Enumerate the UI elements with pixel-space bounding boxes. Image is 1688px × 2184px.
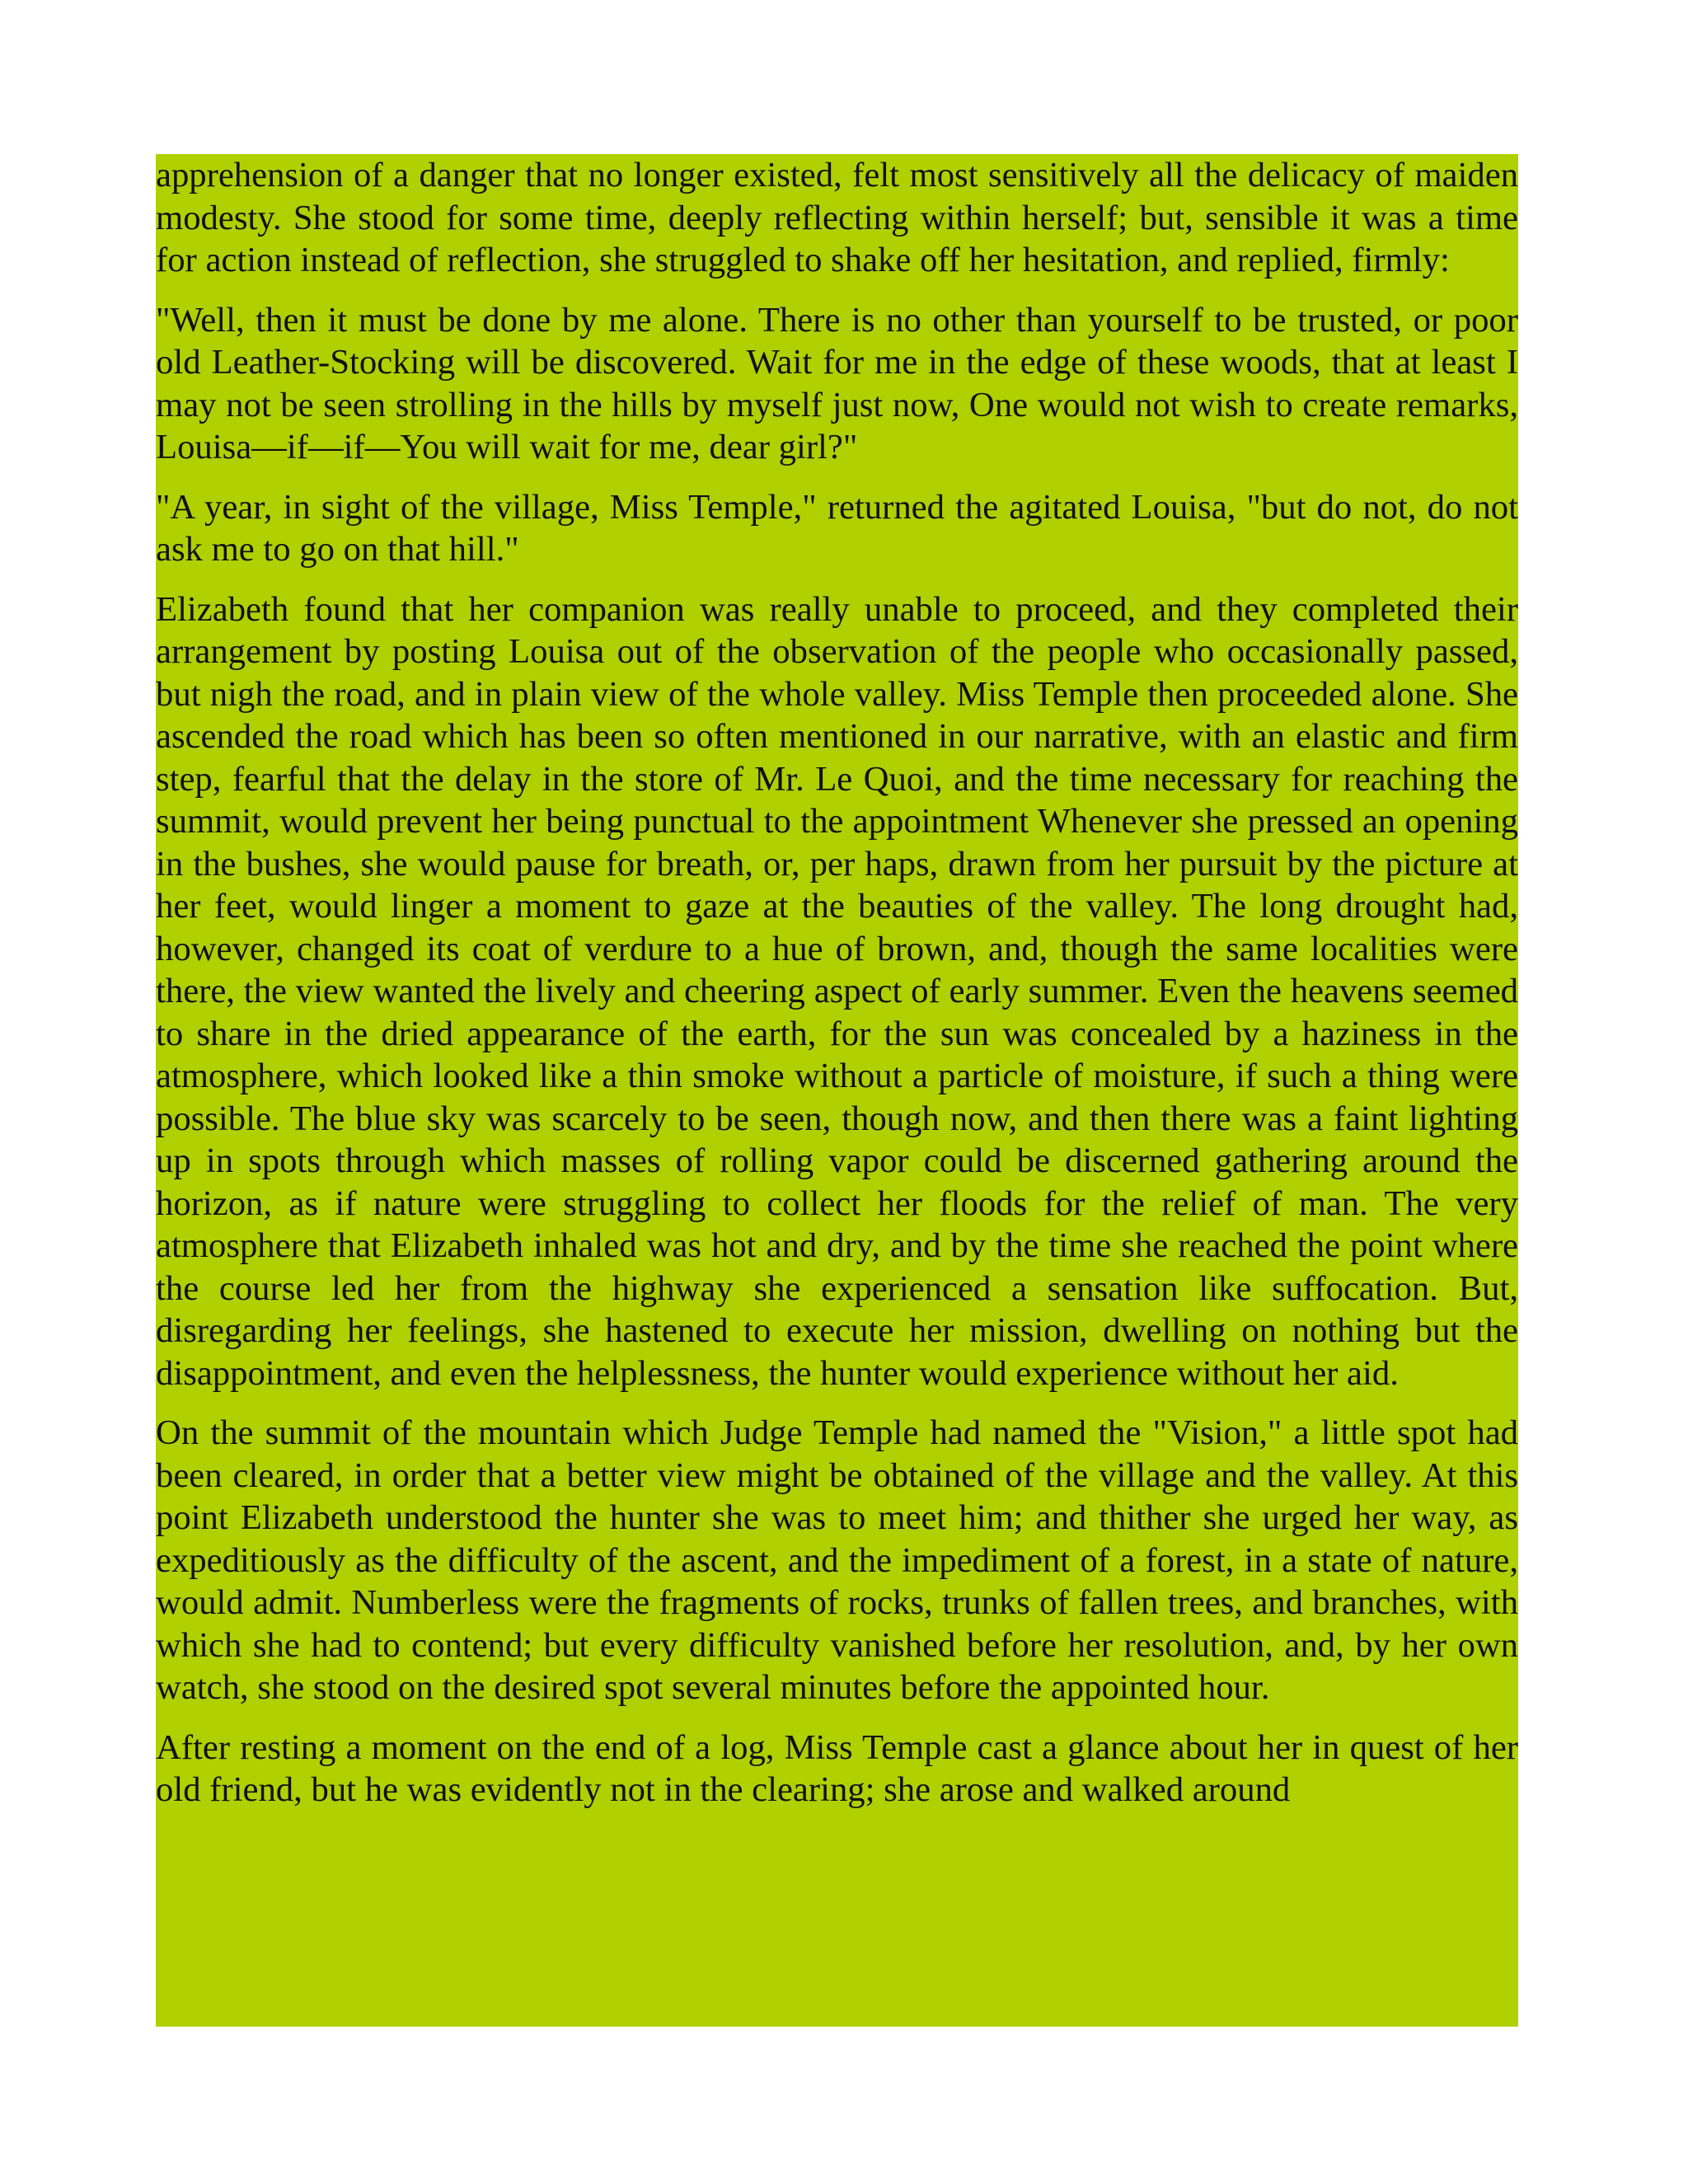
paragraph-2: "Well, then it must be done by me alone. There is no other than yourself to be trusted, or poor old Leather-Stocking will be discovered. Wait for me in the edge of these woods, that at least I may not be seen strolling in the hills by myself just now, One would not wish to create remarks, Louisa—if—if—You will wait for me, dear girl?" bbox=[156, 300, 1518, 466]
paragraph-3: "A year, in sight of the village, Miss Temple," returned the agitated Louisa, "but do not, do not ask me to go on that hill." bbox=[156, 487, 1518, 569]
paragraph-4: Elizabeth found that her companion was really unable to proceed, and they completed their arrangement by posting Louisa out of the observation of the people who occasionally passed, but nigh the road, and in plain view of the whole valley. Miss Temple then proceeded alone. She ascended the road which has been so often mentioned in our narrative, with an elastic and firm step, fearful that the delay in the store of Mr. Le Quoi, and the time necessary for reaching the summit, would prevent her being punctual to the appointment Whenever she pressed an opening in the bushes, she would pause for breath, or, per haps, drawn from her pursuit by the picture at her feet, would linger a moment to gaze at the beauties of the valley. The long drought had, however, changed its coat of verdure to a hue of brown, and, though the same localities were there, the view wanted the lively and cheering aspect of early summer. Even the heavens seemed to share in the dried appearance of the earth, for the sun was concealed by a haziness in the atmosphere, which looked like a thin smoke without a particle of moisture, if such a thing were possible. The blue sky was scarcely to be seen, though now, and then there was a faint lighting up in spots through which masses of rolling vapor could be discerned gathering around the horizon, as if nature were struggling to collect her floods for the relief of man. The very atmosphere that Elizabeth inhaled was hot and dry, and by the time she reached the point where the course led her from the highway she experienced a sensation like suffocation. But, disregarding her feelings, she hastened to execute her mission, dwelling on nothing but the disappointment, and even the helplessness, the hunter would experience without her aid. bbox=[156, 589, 1518, 1393]
highlighted-text-block bbox=[156, 154, 1518, 2027]
paragraph-5: On the summit of the mountain which Judge Temple had named the "Vision," a little spot had been cleared, in order that a better view might be obtained of the village and the valley. At this point Elizabeth understood the hunter she was to meet him; and thither she urged her way, as expeditiously as the difficulty of the ascent, and the impediment of a forest, in a state of nature, would admit. Numberless were the fragments of rocks, trunks of fallen trees, and branches, with which she had to contend; but every difficulty vanished before her resolution, and, by her own watch, she stood on the desired spot several minutes before the appointed hour. bbox=[156, 1413, 1518, 1707]
paragraph-6: After resting a moment on the end of a log, Miss Temple cast a glance about her in quest of her old friend, but he was evidently not in the clearing; she arose and walked around bbox=[156, 1727, 1518, 1809]
paragraph-1: apprehension of a danger that no longer existed, felt most sensitively all the delicacy of maiden modesty. She stood for some time, deeply reflecting within herself; but, sensible it was a time for action instead of reflection, she struggled to shake off her hesitation, and replied, firmly: bbox=[156, 156, 1518, 279]
